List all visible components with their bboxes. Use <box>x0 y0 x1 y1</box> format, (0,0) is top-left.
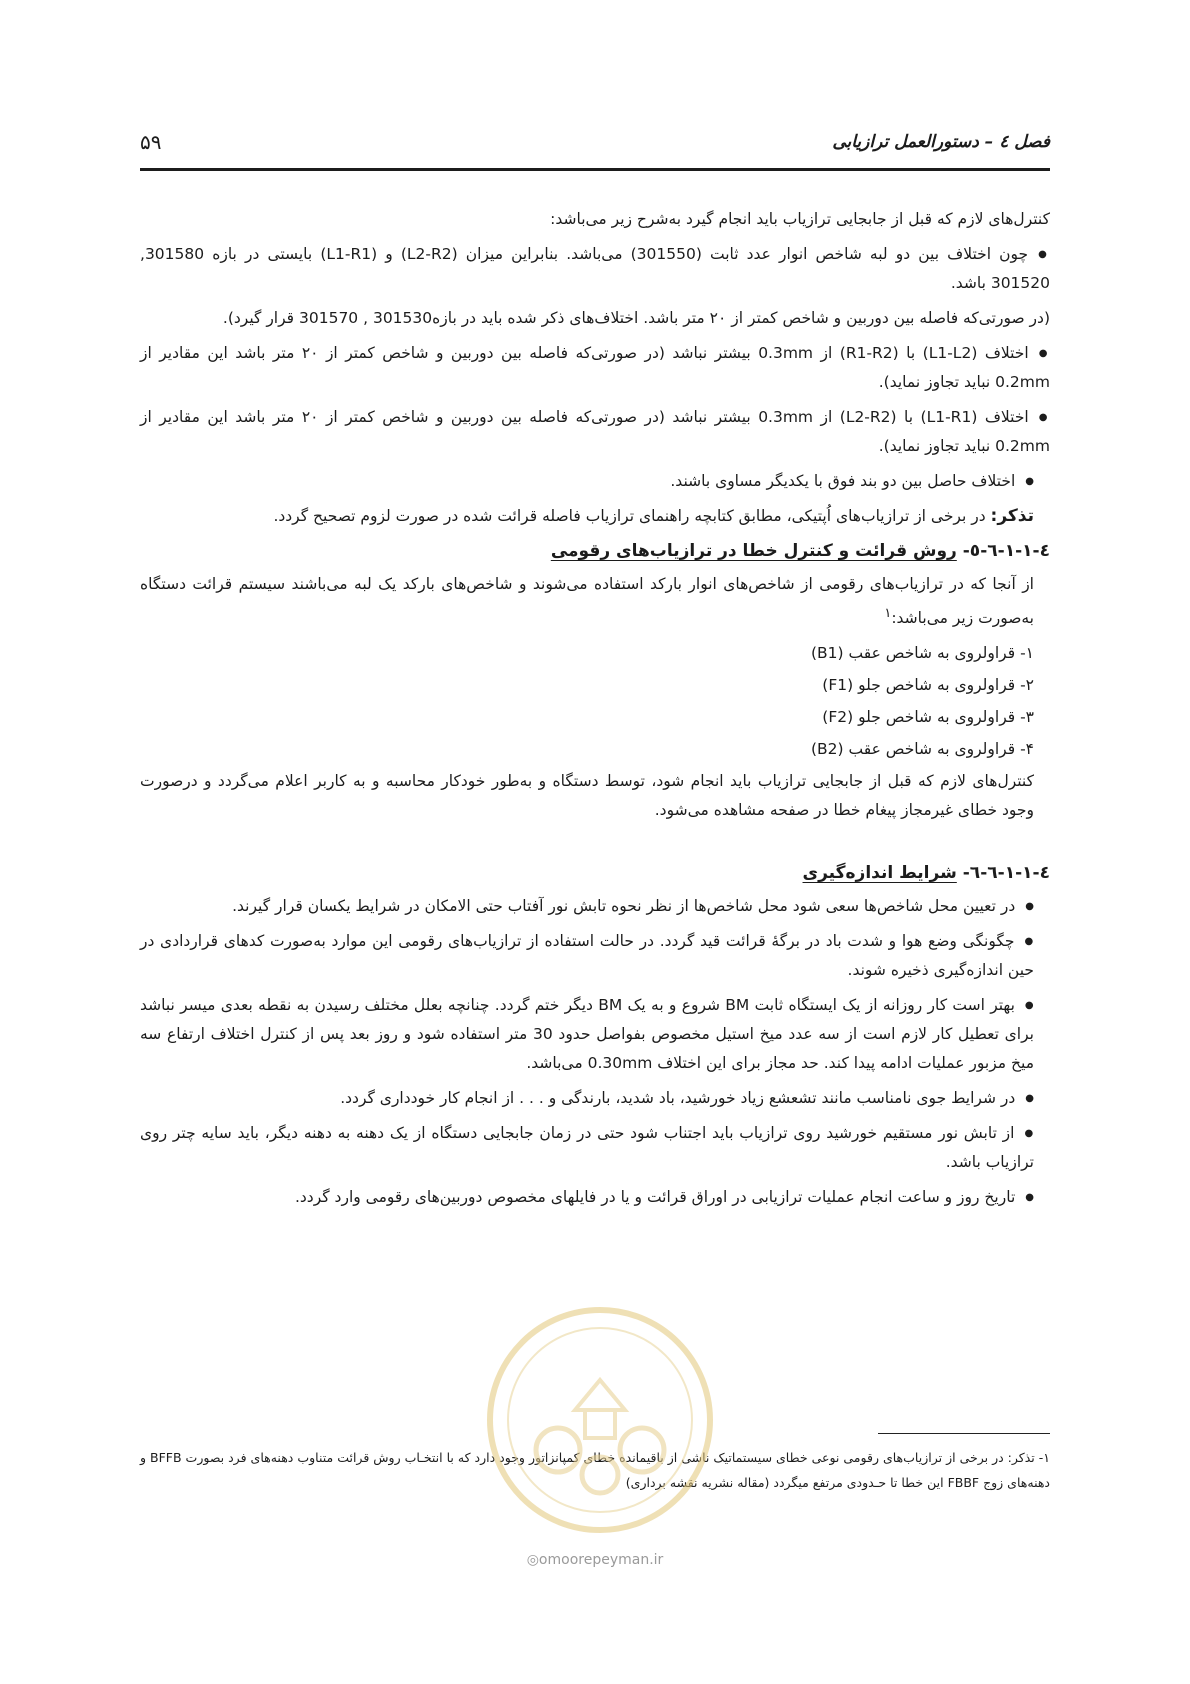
paragraph-text: از آنجا که در ترازیاب‌های رقومی از شاخص‌های انوار بارکد استفاده می‌شوند و شاخص‌های بارکد یک لبه می‌باشند سیستم قرائت دستگاه به‌صورت زیر می‌باشد: <box>140 575 1034 628</box>
reading-step: ۴- قراولروی به شاخص عقب (B2) <box>810 740 1034 759</box>
bullet-text: چگونگی وضع هوا و شدت باد در برگهٔ قرائت قید گردد. در حالت استفاده از ترازیاب‌های رقومی این موارد به‌صورت کدهای قراردادی در حین اندازه‌گیری ذخیره شوند. <box>140 932 1034 980</box>
reading-step: ٢- قراولروی به شاخص جلو (F1) <box>822 676 1034 695</box>
bullet-sun-shade <box>140 1119 1050 1177</box>
reading-step: ٣- قراولروی به شاخص جلو (F2) <box>822 708 1034 727</box>
footnote-divider <box>878 1433 1050 1434</box>
note-text: در برخی از ترازیاب‌های اُپتیکی، مطابق کتابچه راهنمای ترازیاب فاصله قرائت شده در صورت لزوم تصحیح گردد. <box>273 507 991 525</box>
footnote-text: ١- تذکر: در برخی از ترازیاب‌های رقومی نوعی خطای سیستماتیک ناشی از باقیمانده خطای کمپانزاتور وجود دارد که با انتخـاب روش قرائت متناوب دهنه‌های فرد بصورت BFFB و دهنه‌های زوج FBBF این خطا تا حـدودی مرتفع میگردد (مقاله نشریه نقشه برداری) <box>140 1450 1050 1490</box>
gear-seal-logo <box>480 1300 720 1540</box>
bullet-range-check <box>140 240 1050 298</box>
bullet-text: در شرایط جوی نامناسب مانند تشعشع زیاد خورشید، باد شدید، بارندگی و . . . از انجام کار خودداری گردد. <box>340 1089 1016 1108</box>
bullet-text: بهتر است کار روزانه از یک ایستگاه ثابت BM شروع و به یک BM دیگر ختم گردد. چنانچه بعلل مختلف رسیدن به نقطه بعدی میسر نباشد برای تعطیل کار لازم است از سه عدد میخ استیل مخصوص بفواصل حدود 30 متر استفاده شود و روز بعد پس از کنترل اختلاف ارتفاع سه میخ مزبور عملیات ادامه پیدا کند. حد مجاز برای این اختلاف 0.30mm می‌باشد. <box>140 996 1034 1073</box>
bullet-text: در تعیین محل شاخص‌ها سعی شود محل شاخص‌ها از نظر نحوه تابش نور آفتاب حتی الامکان در شرایط یکسان قرار گیرند. <box>232 897 1016 916</box>
bullet-date-time <box>140 1183 1050 1212</box>
reading-step: ١- قراولروی به شاخص عقب (B1) <box>810 644 1034 663</box>
bullet-text: تاریخ روز و ساعت انجام عملیات ترازیابی در اوراق قرائت و یا در فایلهای مخصوص دوربین‌های رقومی وارد گردد. <box>294 1188 1016 1207</box>
watermark-site: omoorepeyman.ir <box>538 1552 664 1568</box>
bullet-weather-record <box>140 927 1050 985</box>
bullet-text: اختلاف (L1-L2) با (R1-R2) از 0.3mm بیشتر نباشد (در صورتی‌که فاصله بین دوربین و شاخص کمتر از ۲۰ متر باشد این مقادیر از 0.2mm نباید تجاوز نماید). <box>140 344 1050 391</box>
footnote-ref: ١ <box>884 606 892 621</box>
bullet-left-right-diff <box>140 339 1050 397</box>
watermark-url <box>0 1552 1190 1568</box>
chapter-title: فصل ٤ – دستورالعمل ترازیابی <box>832 132 1050 152</box>
intro-paragraph: کنترل‌های لازم که قبل از جابجایی ترازیاب باید انجام گیرد به‌شرح زیر می‌باشد: <box>550 210 1050 228</box>
body-text <box>140 205 1050 1218</box>
bullet-daily-bm <box>140 991 1050 1078</box>
digital-intro-paragraph <box>140 570 1050 633</box>
bullet-staff-placement <box>140 892 1050 921</box>
bullet-equal-diff <box>140 467 1050 496</box>
page-number: ۵۹ <box>140 130 162 154</box>
spacer <box>140 831 1050 853</box>
bullet-text: اختلاف (L1-R1) با (L2-R2) از 0.3mm بیشتر نباشد (در صورتی‌که فاصله بین دوربین و شاخص کمتر از ۲۰ متر باشد این مقادیر از 0.2mm نباید تجاوز نماید). <box>140 408 1050 455</box>
auto-control-paragraph: کنترل‌های لازم که قبل از جابجایی ترازیاب باید انجام شود، توسط دستگاه و به‌طور خودکار محاسبه و به کاربر اعلام می‌گردد و درصورت وجود خطای غیرمجاز پیغام خطا در صفحه مشاهده می‌شود. <box>140 772 1034 820</box>
globe-icon: ◎ <box>526 1552 539 1568</box>
reading-steps-list <box>140 639 1050 764</box>
note-label: تذکر: <box>990 506 1034 526</box>
note-paragraph <box>140 502 1050 531</box>
heading-title: شرایط اندازه‌گیری <box>802 863 957 884</box>
running-header <box>140 128 1050 171</box>
section-heading-conditions <box>140 859 1050 888</box>
bullet-text: اختلاف حاصل بین دو بند فوق با یکدیگر مساوی باشند. <box>670 472 1016 490</box>
bullet-text: چون اختلاف بین دو لبه شاخص انوار عدد ثابت (301550) می‌باشد. بنابراین میزان (L2-R2) و (L1-R1) بایستی در بازه 301580, 301520 باشد. <box>140 245 1050 292</box>
range-note: (در صورتی‌که فاصله بین دوربین و شاخص کمتر از ۲۰ متر باشد. اختلاف‌های ذکر شده باید در بازه301530 , 301570 قرار گیرد). <box>222 309 1050 327</box>
heading-title: روش قرائت و کنترل خطا در ترازیاب‌های رقومی <box>550 541 957 561</box>
section-heading-digital <box>140 537 1050 566</box>
bullet-cross-diff <box>140 403 1050 461</box>
bullet-bad-weather <box>140 1084 1050 1113</box>
heading-number: ٤-١-١-٦-٦- <box>956 863 1050 884</box>
bullet-text: از تابش نور مستقیم خورشید روی ترازیاب باید اجتناب شود حتی در زمان جابجایی دستگاه از یک دهنه به دهنه دیگر، باید سایه چتر روی ترازیاب باشد. <box>140 1124 1034 1172</box>
heading-number: ٤-١-١-٦-٥- <box>956 541 1050 561</box>
